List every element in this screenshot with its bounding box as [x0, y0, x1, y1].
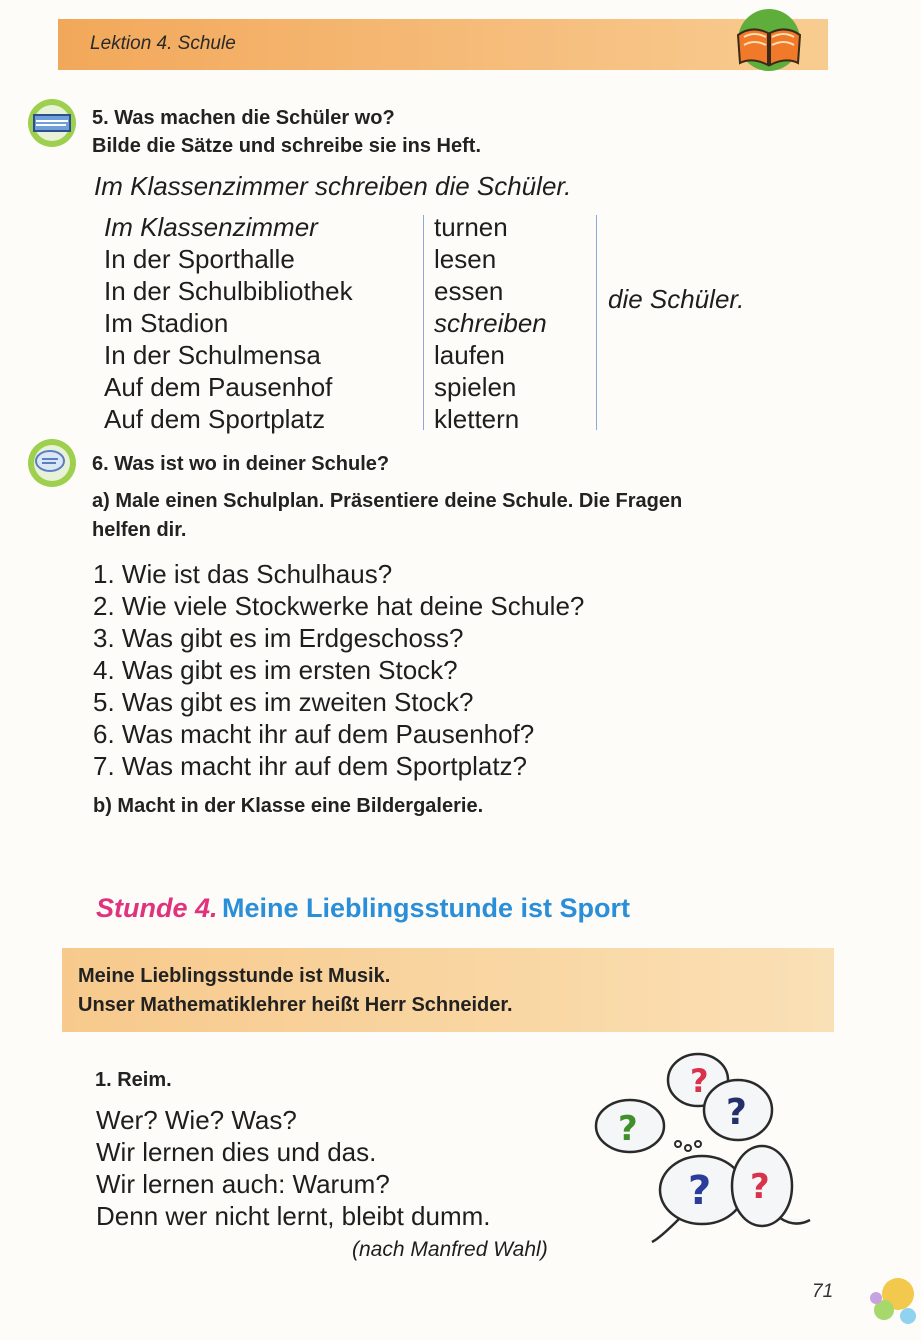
verbs-column: [434, 211, 547, 435]
verb-item: lesen: [434, 244, 497, 274]
question-list: [93, 558, 584, 782]
exercise6-part-a-line1: a) Male einen Schulplan. Präsentiere deine Schule. Die Fragen: [92, 490, 683, 512]
poem-line: Wir lernen auch: Warum?: [96, 1169, 390, 1199]
verb-item: klettern: [434, 404, 520, 434]
question-item: 5. Was gibt es im zweiten Stock?: [93, 687, 474, 717]
column-divider: [423, 215, 424, 430]
question-item: 3. Was gibt es im Erdgeschoss?: [93, 623, 464, 653]
poem-line: Wir lernen dies und das.: [96, 1137, 377, 1167]
exercise6-part-a-line2: helfen dir.: [92, 519, 187, 541]
reim-title: 1. Reim.: [95, 1069, 172, 1091]
place-item: Im Klassenzimmer: [104, 212, 318, 242]
question-item: 7. Was macht ihr auf dem Sportplatz?: [93, 751, 528, 781]
reim-author: (nach Manfred Wahl): [352, 1238, 548, 1261]
places-column: [104, 211, 353, 435]
info-line2: Unser Mathematiklehrer heißt Herr Schneider.: [78, 994, 513, 1016]
question-item: 6. Was macht ihr auf dem Pausenhof?: [93, 719, 535, 749]
column-divider: [596, 215, 597, 430]
corner-decoration: [862, 1268, 918, 1328]
question-item: 2. Wie viele Stockwerke hat deine Schule?: [93, 591, 585, 621]
exercise5-instruction: Bilde die Sätze und schreibe sie ins Heft.: [92, 135, 481, 157]
place-item: Im Stadion: [104, 308, 229, 338]
speech-icon: [24, 435, 80, 491]
stunde-title: Meine Lieblingsstunde ist Sport: [221, 893, 631, 923]
exercise5-example: Im Klassenzimmer schreiben die Schüler.: [94, 171, 572, 201]
lesson-title: Lektion 4. Schule: [90, 33, 236, 54]
question-item: 4. Was gibt es im ersten Stock?: [93, 655, 458, 685]
svg-text:?: ?: [726, 1092, 747, 1133]
poem-line: Denn wer nicht lernt, bleibt dumm.: [96, 1201, 491, 1231]
question-item: 1. Wie ist das Schulhaus?: [93, 559, 393, 589]
exercise6-title: 6. Was ist wo in deiner Schule?: [92, 453, 390, 475]
reim-poem: [96, 1104, 491, 1232]
info-line1: Meine Lieblingsstunde ist Musik.: [78, 965, 391, 987]
place-item: In der Schulbibliothek: [104, 276, 353, 306]
writing-icon: [26, 95, 82, 151]
place-item: Auf dem Pausenhof: [104, 372, 333, 402]
svg-text:?: ?: [688, 1168, 712, 1214]
stunde-heading: [96, 893, 630, 924]
page-number: 71: [812, 1281, 834, 1302]
stunde-label: Stunde 4.: [96, 893, 218, 923]
place-item: In der Sporthalle: [104, 244, 295, 274]
svg-text:?: ?: [618, 1109, 638, 1149]
verb-item: schreiben: [434, 308, 547, 338]
book-icon: [730, 7, 808, 73]
verb-item: laufen: [434, 340, 505, 370]
exercise5-title: 5. Was machen die Schüler wo?: [92, 107, 395, 129]
poem-line: Wer? Wie? Was?: [96, 1105, 297, 1135]
subject-text: die Schüler.: [608, 284, 745, 314]
svg-text:?: ?: [750, 1167, 770, 1207]
place-item: In der Schulmensa: [104, 340, 321, 370]
place-item: Auf dem Sportplatz: [104, 404, 326, 434]
exercise6-part-b: b) Macht in der Klasse eine Bildergalerie.: [93, 795, 484, 817]
verb-item: spielen: [434, 372, 517, 402]
verb-item: essen: [434, 276, 504, 306]
question-bubbles-icon: [590, 1048, 815, 1243]
svg-text:?: ?: [690, 1062, 709, 1100]
verb-item: turnen: [434, 212, 508, 242]
